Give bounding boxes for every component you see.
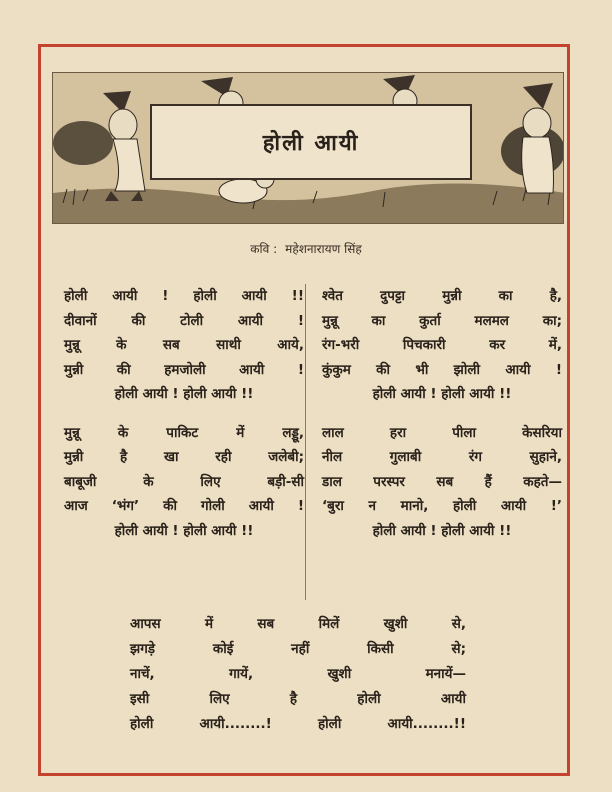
left-column — [64, 284, 304, 557]
verse-line: श्वेत दुपट्टा मुन्नी का है, — [322, 288, 562, 304]
refrain-line: होली आयी ! होली आयी !! — [114, 386, 254, 402]
refrain-line: होली आयी ! होली आयी !! — [114, 522, 254, 539]
stanza — [64, 421, 304, 544]
author-name: महेशनारायण सिंह — [285, 242, 362, 256]
byline-label: कवि : — [250, 242, 278, 256]
verse-line: होली आयी ! होली आयी !! — [64, 288, 304, 304]
stanza — [322, 284, 562, 407]
verse-line: दीवानों की टोली आयी ! — [64, 312, 304, 329]
verse-line: ‘बुरा न मानो, होली आयी !’ — [322, 498, 562, 514]
verse-line: आपस में सब मिलें खुशी से, — [130, 616, 466, 632]
verse-line: रंग-भरी पिचकारी कर में, — [322, 337, 562, 353]
refrain-line: होली आयी ! होली आयी !! — [372, 522, 512, 539]
refrain-line: होली आयी ! होली आयी !! — [372, 386, 512, 402]
verse-line: कुंकुम की भी झोली आयी ! — [322, 361, 562, 378]
column-divider — [305, 284, 306, 600]
title-scroll — [150, 104, 472, 180]
verse-line: झगड़े कोई नहीं किसी से; — [130, 641, 466, 657]
verse-line: मुन्नी की हमजोली आयी ! — [64, 361, 304, 378]
right-column — [322, 284, 562, 557]
poem-title: होली आयी — [262, 131, 360, 156]
stanza — [322, 421, 562, 544]
verse-line: मुन्नी है खा रही जलेबी; — [64, 449, 304, 465]
verse-line: आज ‘भंग’ की गोली आयी ! — [64, 498, 304, 514]
verse-line: नाचें, गायें, खुशी मनायें— — [130, 666, 466, 682]
verse-line: मुन्नू के सब साथी आये, — [64, 337, 304, 353]
verse-line: लाल हरा पीला केसरिया — [322, 424, 562, 441]
closing-line: होली आयी........! होली आयी........!! — [130, 716, 466, 732]
verse-line: मुन्नू का कुर्ता मलमल का; — [322, 312, 562, 329]
verse-line: नील गुलाबी रंग सुहाने, — [322, 449, 562, 465]
verse-line: डाल परस्पर सब हैं कहते— — [322, 473, 562, 490]
final-stanza — [130, 612, 466, 737]
stanza — [64, 284, 304, 407]
verse-line: इसी लिए है होली आयी — [130, 691, 466, 707]
author-byline — [0, 240, 612, 257]
verse-line: बाबूजी के लिए बड़ी-सी — [64, 473, 304, 490]
verse-line: मुन्नू के पाकिट में लड्डू, — [64, 424, 304, 441]
